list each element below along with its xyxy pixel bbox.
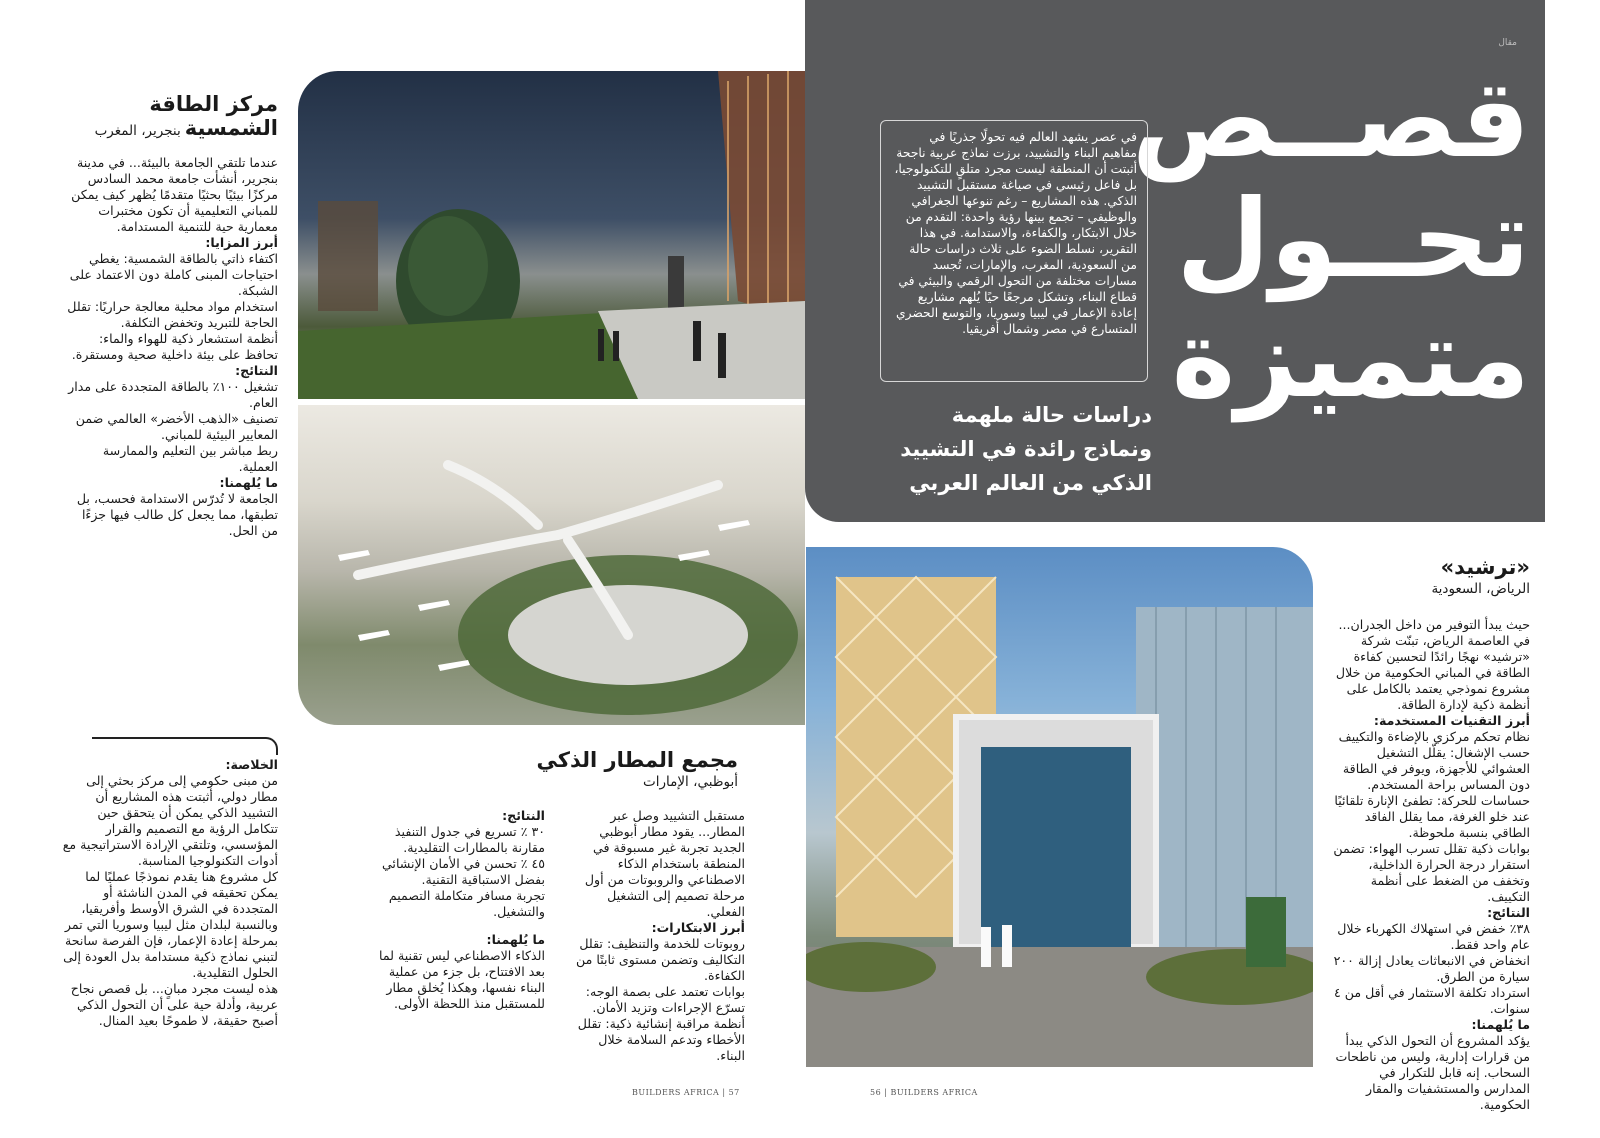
hero-title [1131,57,1530,422]
airport-paragraph: تجربة مسافر متكاملة التصميم والتشغيل. [388,888,545,919]
airport-paragraph: مستقبل التشييد وصل عبر المطار... يقود مطار أبوظبي الجديد تجربة غير مسبوقة في المنطقة باستخدام الذكاء الاصطناعي والروبوتات من أول مرحلة تصميم إلى التشغيل الفعلي. [584,808,745,919]
tarshid-paragraph: نظام تحكم مركزي بالإضاءة والتكييف حسب الإشغال: يقلّل التشغيل العشوائي للأجهزة، ويوفر في الطاقة دون المساس براحة المستخدم. [1338,729,1530,792]
airport-paragraph: بوابات تعتمد على بصمة الوجه: تسرّع الإجراءات وتزيد الأمان. [585,984,745,1015]
page-footer-right: 56 | BUILDERS AFRICA [870,1088,978,1097]
solar-center-photo [298,71,805,399]
tarshid-building-photo [806,547,1313,1067]
hero-subtitle [860,398,1152,500]
airport-column-1 [575,808,745,1064]
airport-photo [298,405,805,725]
solar-paragraph: الجامعة لا تُدرّس الاستدامة فحسب، بل تطبقها، مما يجعل كل طالب فيها جزءًا من الحل. [76,491,278,538]
solar-paragraph: تشغيل ١٠٠٪ بالطاقة المتجددة على مدار العام. [68,379,278,410]
solar-title-line1: مركز الطاقة [149,92,278,116]
intro-box [880,120,1148,382]
tarshid-paragraph: ٣٨٪ خفض في استهلاك الكهرباء خلال عام واحد فقط. [1337,921,1530,952]
solar-title-line2 [66,116,278,141]
solar-center-illustration [298,71,805,399]
solar-title-bold: الشمسية [184,116,278,140]
solar-heading: النتائج: [235,363,278,378]
solar-paragraph: اكتفاء ذاتي بالطاقة الشمسية: يغطي احتياجات المبنى كاملة دون الاعتماد على الشبكة. [69,251,278,298]
solar-heading: أبرز المزايا: [205,235,278,250]
hero-subtitle-line: ونماذج رائدة في التشييد [900,437,1152,461]
hero-title-line: تحــول [1176,177,1530,302]
summary-article [62,757,278,1029]
tarshid-heading: النتائج: [1487,905,1530,920]
airport-heading-text: أبرز الابتكارات: [651,920,745,935]
hero-title-line: قصــص [1131,57,1530,182]
airport-title: مجمع المطار الذكي [536,748,738,772]
intro-text: في عصر يشهد العالم فيه تحولًا جذريًا في مفاهيم البناء والتشييد، برزت نماذج عربية ناجحة أثبتت أن المنطقة ليست مجرد متلقٍ للتكنولوجيا، بل فاعل رئيسي في صياغة مستقبل التشييد الذكي. هذه المشاريع – رغم تنوعها الجغرافي والوظيفي – تجمع بينها رؤية واحدة: التقدم من خلال الابتكار، والكفاءة، والاستدامة. في هذا التقرير، نسلط الضوء على ثلاث دراسات حالة من السعودية، المغرب، والإمارات، تُجسد مسارات مختلفة من التحول الرقمي والبيئي في قطاع البناء، وتشكل مرجعًا حيًا يُلهم مشاريع إعادة الإعمار في ليبيا وسوريا، والتوسع الحضري المتسارع في مصر وشمال أفريقيا. [894,130,1137,336]
tarshid-heading: أبرز التقنيات المستخدمة: [1373,713,1530,728]
tarshid-location: الرياض، السعودية [1431,581,1530,597]
solar-paragraph: أنظمة استشعار ذكية للهواء والماء: تحافظ على بيئة داخلية صحية ومستقرة. [71,331,278,362]
solar-location: بنجرير، المغرب [94,123,181,139]
airport-location: أبوظبي، الإمارات [643,774,738,790]
summary-heading: الخلاصة: [225,757,278,772]
airport-column-2 [365,808,545,1012]
summary-paragraph: كل مشروع هنا يقدم نموذجًا عمليًا لما يمكن تحقيقه في المدن الناشئة أو المتجددة في الشرق الأوسط وأفريقيا، وبالنسبة لبلدان مثل ليبيا وسوريا التي تمر بمرحلة إعادة الإعمار، فإن الفرصة سانحة لتبني نماذج ذكية مستدامة بدل العودة إلى الحلول التقليدية. [63,869,278,980]
tarshid-paragraph: استرداد تكلفة الاستثمار في أقل من ٤ سنوات. [1334,985,1530,1016]
summary-rule [92,737,278,755]
solar-center-article [66,92,278,539]
tarshid-article [1330,555,1530,1113]
tarshid-illustration [806,547,1313,1067]
airport-paragraph: ٣٠ ٪ تسريع في جدول التنفيذ مقارنة بالمطارات التقليدية. [394,824,545,855]
solar-paragraph: تصنيف «الذهب الأخضر» العالمي ضمن المعايير البيئية للمباني. [75,411,278,442]
solar-paragraph: ربط مباشر بين التعليم والممارسة العملية. [102,443,278,474]
airport-paragraph: ٤٥ ٪ تحسن في الأمان الإنشائي بفضل الاستباقية التقنية. [381,856,545,887]
tarshid-paragraph: حساسات للحركة: تطفئ الإنارة تلقائيًا عند خلو الغرفة، مما يقلل الفاقد الطاقي بنسبة ملحوظة. [1334,793,1530,840]
hero-subtitle-line: الذكي من العالم العربي [909,471,1152,495]
section-label: مقال [1498,38,1517,48]
airport-illustration [298,405,805,725]
tarshid-paragraph: حيث يبدأ التوفير من داخل الجدران... في العاصمة الرياض، تبنّت شركة «ترشيد» نهجًا رائدًا لتحسين كفاءة الطاقة في المباني الحكومية من خلال مشروع نموذجي يعتمد بالكامل على أنظمة ذكية لإدارة الطاقة. [1335,617,1530,712]
airport-paragraph: روبوتات للخدمة والتنظيف: تقلل التكاليف وتضمن مستوى ثابتًا من الكفاءة. [576,936,745,983]
hero-title-line: متميزة [1171,297,1530,422]
tarshid-heading: ما يُلهمنا: [1471,1017,1530,1032]
tarshid-title: «ترشيد» [1440,555,1530,579]
solar-heading: ما يُلهمنا: [219,475,278,490]
airport-heading [520,748,738,792]
page-footer-left: BUILDERS AFRICA | 57 [632,1088,740,1097]
airport-heading-text: ما يُلهمنا: [486,932,545,947]
airport-paragraph: أنظمة مراقبة إنشائية ذكية: تقلل الأخطاء وتدعم السلامة خلال البناء. [577,1016,745,1063]
airport-paragraph: الذكاء الاصطناعي ليس تقنية لما بعد الافتتاح، بل جزء من عملية البناء نفسها، وهكذا يُخلق مطار للمستقبل منذ اللحظة الأولى. [379,948,545,1011]
summary-paragraph: هذه ليست مجرد مبانٍ... بل قصص نجاح عربية، وأدلة حية على أن التحول الذكي أصبح حقيقة، لا طموحًا بعيد المنال. [70,981,278,1028]
airport-heading-text: النتائج: [502,808,545,823]
solar-paragraph: عندما تلتقي الجامعة بالبيئة... في مدينة بنجرير، أنشأت جامعة محمد السادس مركزًا بيئيًا بحثيًا متقدمًا يُظهر كيف يمكن للمباني التعليمية أن تكون مختبرات معمارية حية للتنمية المستدامة. [71,155,278,234]
solar-paragraph: استخدام مواد محلية معالجة حراريًا: تقلل الحاجة للتبريد وتخفض التكلفة. [67,299,278,330]
tarshid-paragraph: انخفاض في الانبعاثات يعادل إزالة ٢٠٠ سيارة من الطرق. [1333,953,1530,984]
tarshid-paragraph: يؤكد المشروع أن التحول الذكي يبدأ من قرارات إدارية، وليس من ناطحات السحاب. إنه قابل للتكرار في المدارس والمستشفيات والمقار الحكومية. [1335,1033,1530,1112]
hero-subtitle-line: دراسات حالة ملهمة [951,403,1152,427]
tarshid-paragraph: بوابات ذكية تقلل تسرب الهواء: تضمن استقرار درجة الحرارة الداخلية، وتخفف من الضغط على أنظمة التكييف. [1333,841,1530,904]
summary-paragraph: من مبنى حكومي إلى مركز بحثي إلى مطار دولي، أثبتت هذه المشاريع أن التشييد الذكي يمكن أن يتحقق حين تتكامل الرؤية مع التصميم والقرار المؤسسي، وتلتقي الإرادة الاستراتيجية مع أدوات التكنولوجيا المناسبة. [62,773,278,868]
